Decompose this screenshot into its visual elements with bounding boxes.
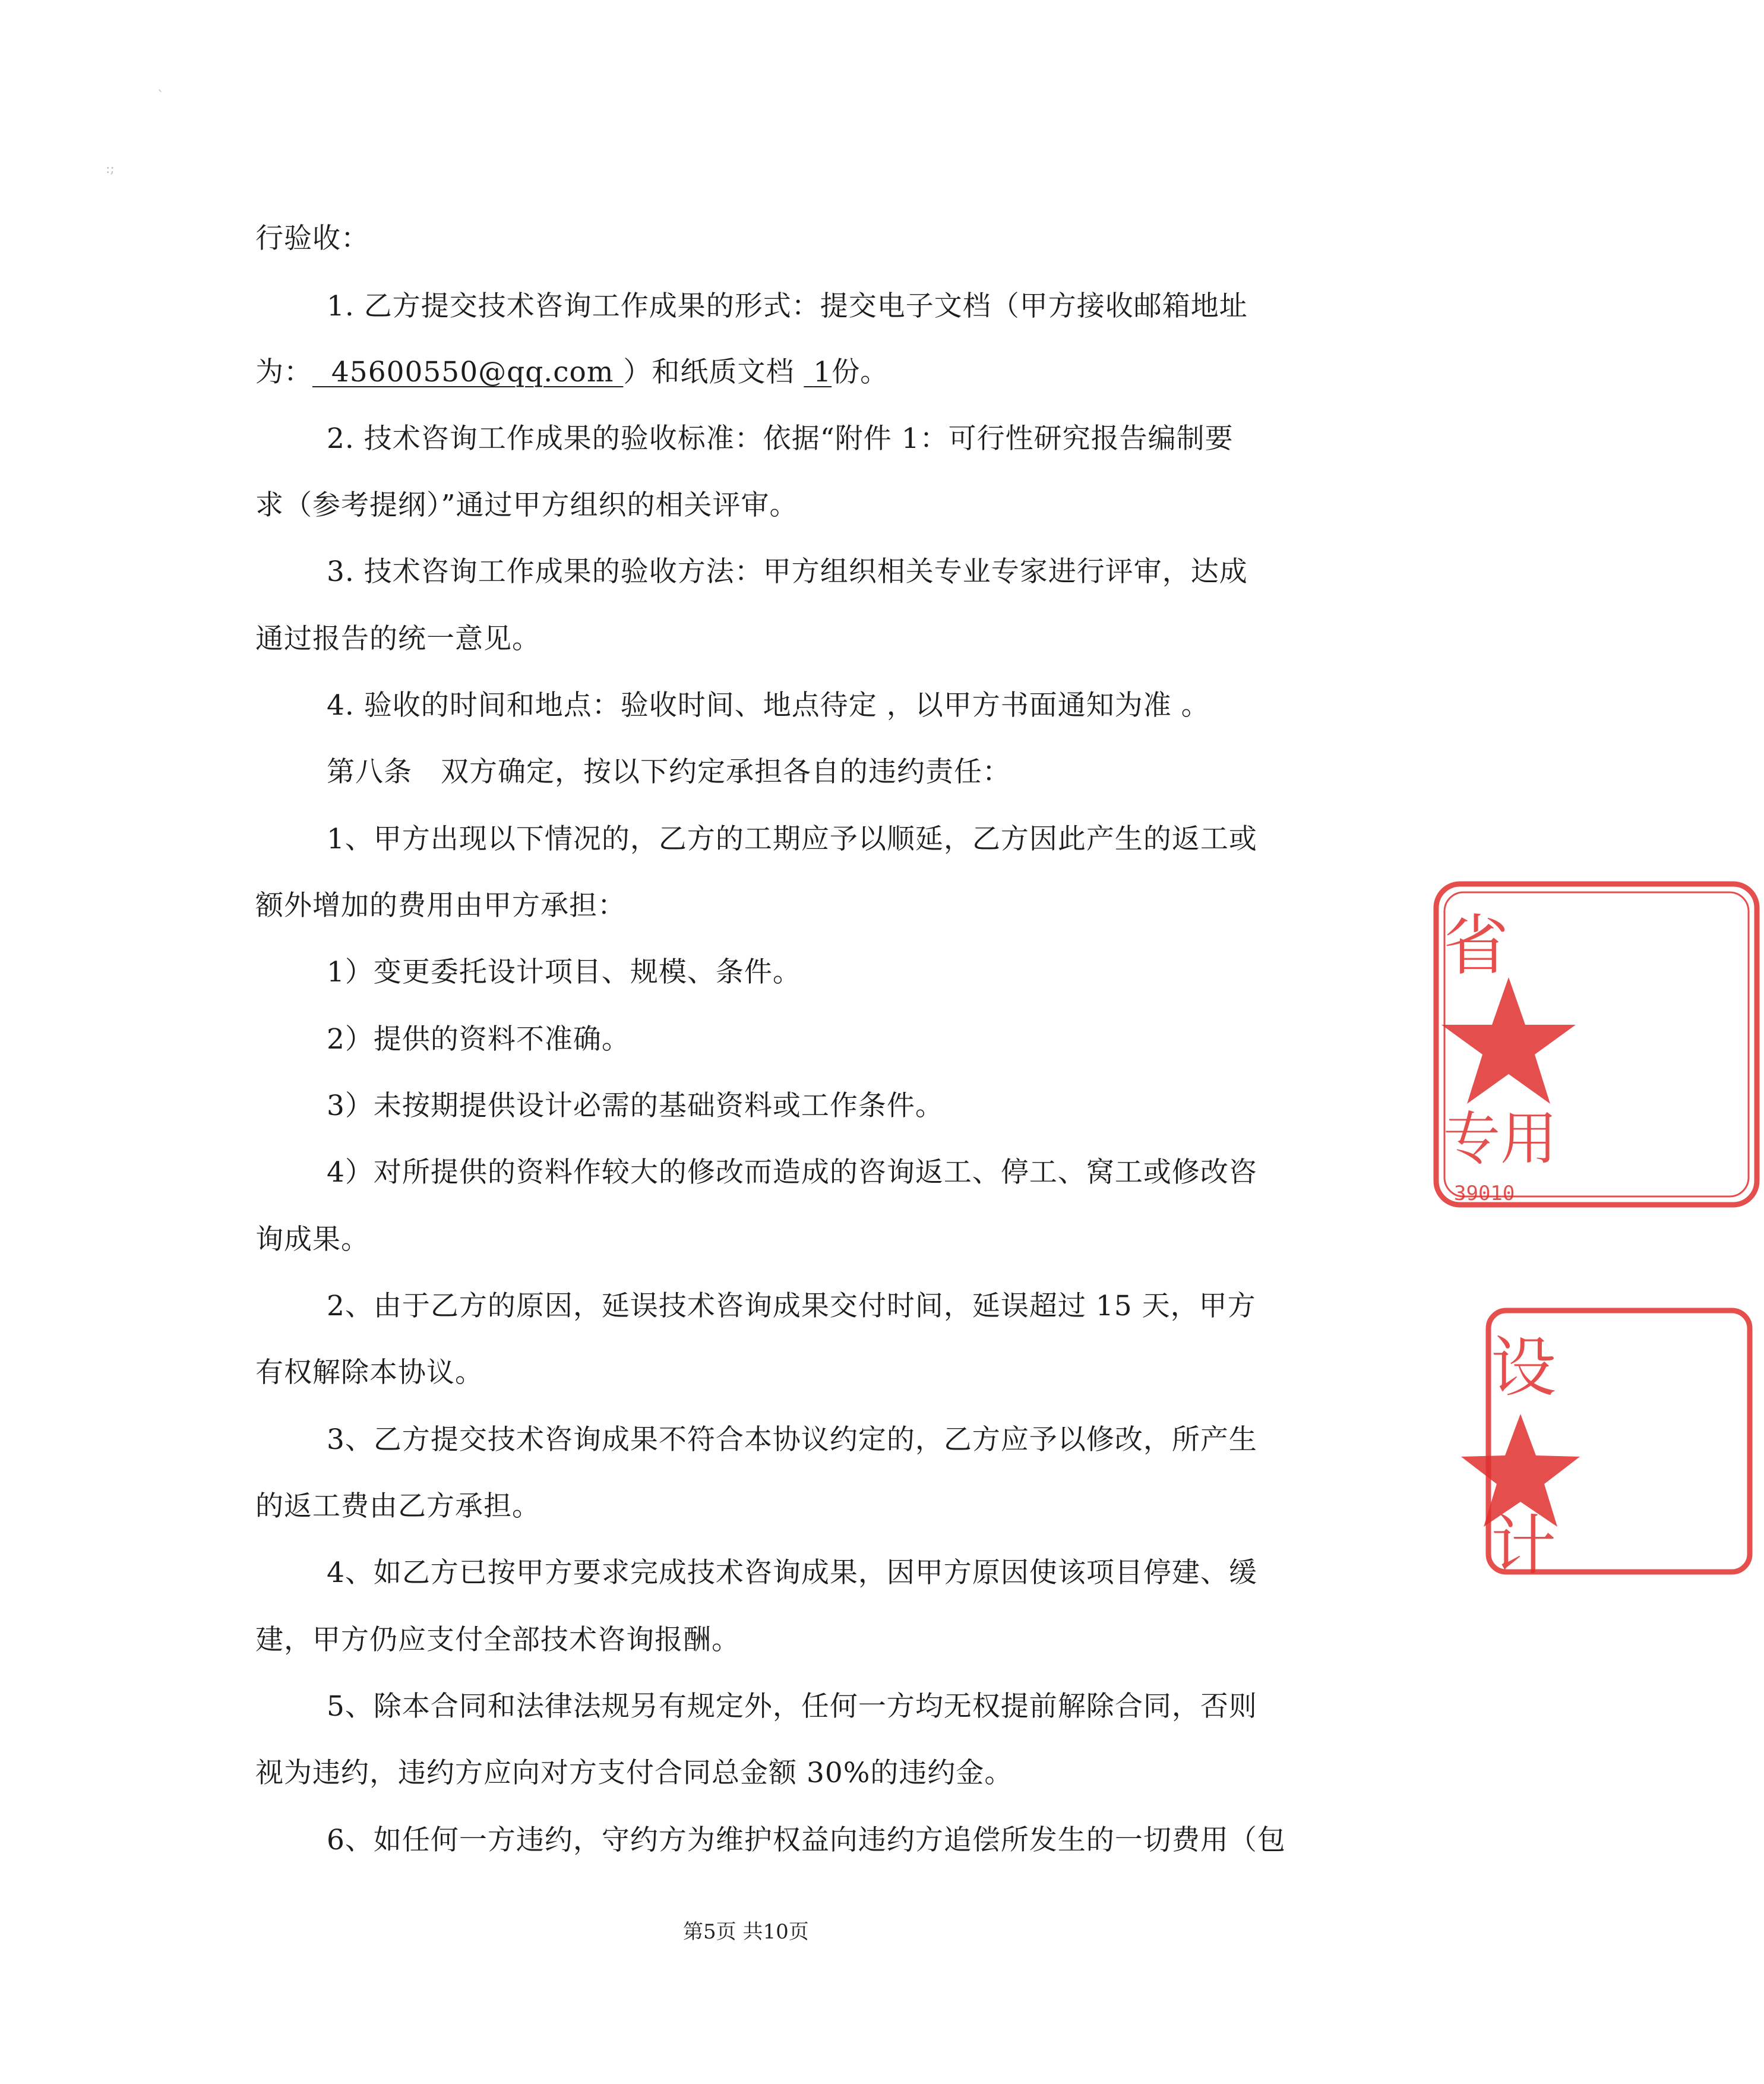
text-line: 4. 验收的时间和地点：验收时间、地点待定 ，以甲方书面通知为准 。	[327, 689, 1210, 722]
article-heading: 第八条 双方确定，按以下约定承担各自的违约责任：	[327, 756, 1011, 788]
seal-code: 39010	[1454, 1182, 1515, 1205]
text-line: 2、由于乙方的原因，延误技术咨询成果交付时间，延误超过 15 天，甲方	[327, 1290, 1256, 1322]
text-line: 的返工费由乙方承担。	[255, 1490, 540, 1523]
text-line: 4）对所提供的资料作较大的修改而造成的咨询返工、停工、窝工或修改咨	[327, 1156, 1257, 1189]
text-line: 1、甲方出现以下情况的，乙方的工期应予以顺延，乙方因此产生的返工或	[327, 823, 1257, 855]
text-line: 视为违约，违约方应向对方支付合同总金额 30%的违约金。	[255, 1757, 1013, 1789]
page-number: 第5页 共10页	[683, 1920, 809, 1944]
text-line: 6、如任何一方违约，守约方为维护权益向违约方追偿所发生的一切费用（包	[327, 1824, 1286, 1856]
seal-text: 计	[1491, 1508, 1556, 1584]
copies-field: 1	[813, 356, 832, 389]
seal-text: 省	[1443, 908, 1509, 984]
seal-text: 专用	[1443, 1106, 1557, 1172]
text-line: 4、如乙方已按甲方要求完成技术咨询成果，因甲方原因使该项目停建、缓	[327, 1556, 1257, 1589]
seal-icon	[1485, 1307, 1758, 1584]
text-line: 通过报告的统一意见。	[255, 623, 540, 655]
text-line: 3、乙方提交技术咨询成果不符合本协议约定的，乙方应予以修改，所产生	[327, 1423, 1257, 1456]
text-line: 建，甲方仍应支付全部技术咨询报酬。	[255, 1624, 740, 1656]
text-line: 额外增加的费用由甲方承担：	[255, 889, 626, 922]
text-line: 2. 技术咨询工作成果的验收标准：依据“附件 1：可行性研究报告编制要	[327, 422, 1234, 455]
email-field: 45600550@qq.com	[331, 356, 614, 389]
official-seal	[1485, 1307, 1556, 1584]
seal-icon	[1431, 879, 1764, 1212]
text-line: 行验收：	[255, 222, 369, 255]
text-line: 为： 45600550@qq.com ）和纸质文档 1份。	[255, 356, 889, 389]
text-line: 有权解除本协议。	[255, 1356, 483, 1389]
document-page: ˋ :; 行验收： 1. 乙方提交技术咨询工作成果的形式：提交电子文档（甲方接收邮箱地址 为： 45600550@qq.com ）和纸质文档 1份。 2. 技术咨询工作成果的验收标准：依据“附件 1：可行性研究报告编制要 求（参考提纲）”通过甲方组织的相关评审。 3. 技术咨询工作成果的验收方法：甲方组织相关专业专家进行评审，达成 通过报告的统一意见。 4. 验收的时间和地点：验收时间、地点待定 ，以甲方书面通知为准 。 第八条 双方确定，按以下约定承担各自的违约责任： 1、甲方出现以下情况的，乙方的工期应予以顺延，乙方因此产生的返工或 额外增加的费用由甲方承担： 1）变更委托设计项目、规模、条件。 2）提供的资料不准确。 3）未按期提供设计必需的基础资料或工作条件。 4）对所提供的资料作较大的修改而造成的咨询返工、停工、窝工或修改咨 询成果。 2、由于乙方的原因，延误技术咨询成果交付时间，延误超过 15 天，甲方 有权解除本协议。 3、乙方提交技术咨询成果不符合本协议约定的，乙方应予以修改，所产生 的返工费由乙方承担。 4、如乙方已按甲方要求完成技术咨询成果，因甲方原因使该项目停建、缓 建，甲方仍应支付全部技术咨询报酬。 5、除本合同和法律法规另有规定外，任何一方均无权提前解除合同，否则 视为违约，违约方应向对方支付合同总金额 30%的违约金。 6、如任何一方违约，守约方为维护权益向违约方追偿所发生的一切费用（包 第5页 共10页 省 专用 39010 设 计	[0, 0, 1515, 2084]
text-prefix: 为：	[255, 356, 312, 389]
text-line: 求（参考提纲）”通过甲方组织的相关评审。	[255, 489, 798, 522]
text-line: 3）未按期提供设计必需的基础资料或工作条件。	[327, 1090, 944, 1122]
text-line: 3. 技术咨询工作成果的验收方法：甲方组织相关专业专家进行评审，达成	[327, 555, 1248, 588]
text-line: 1. 乙方提交技术咨询工作成果的形式：提交电子文档（甲方接收邮箱地址	[327, 290, 1248, 323]
text-line: 5、除本合同和法律法规另有规定外，任何一方均无权提前解除合同，否则	[327, 1690, 1257, 1723]
text-line: 询成果。	[255, 1223, 369, 1256]
text-line: 1）变更委托设计项目、规模、条件。	[327, 956, 801, 989]
text-line: 2）提供的资料不准确。	[327, 1023, 630, 1056]
official-seal	[1431, 879, 1557, 1212]
seal-text: 设	[1491, 1330, 1556, 1406]
